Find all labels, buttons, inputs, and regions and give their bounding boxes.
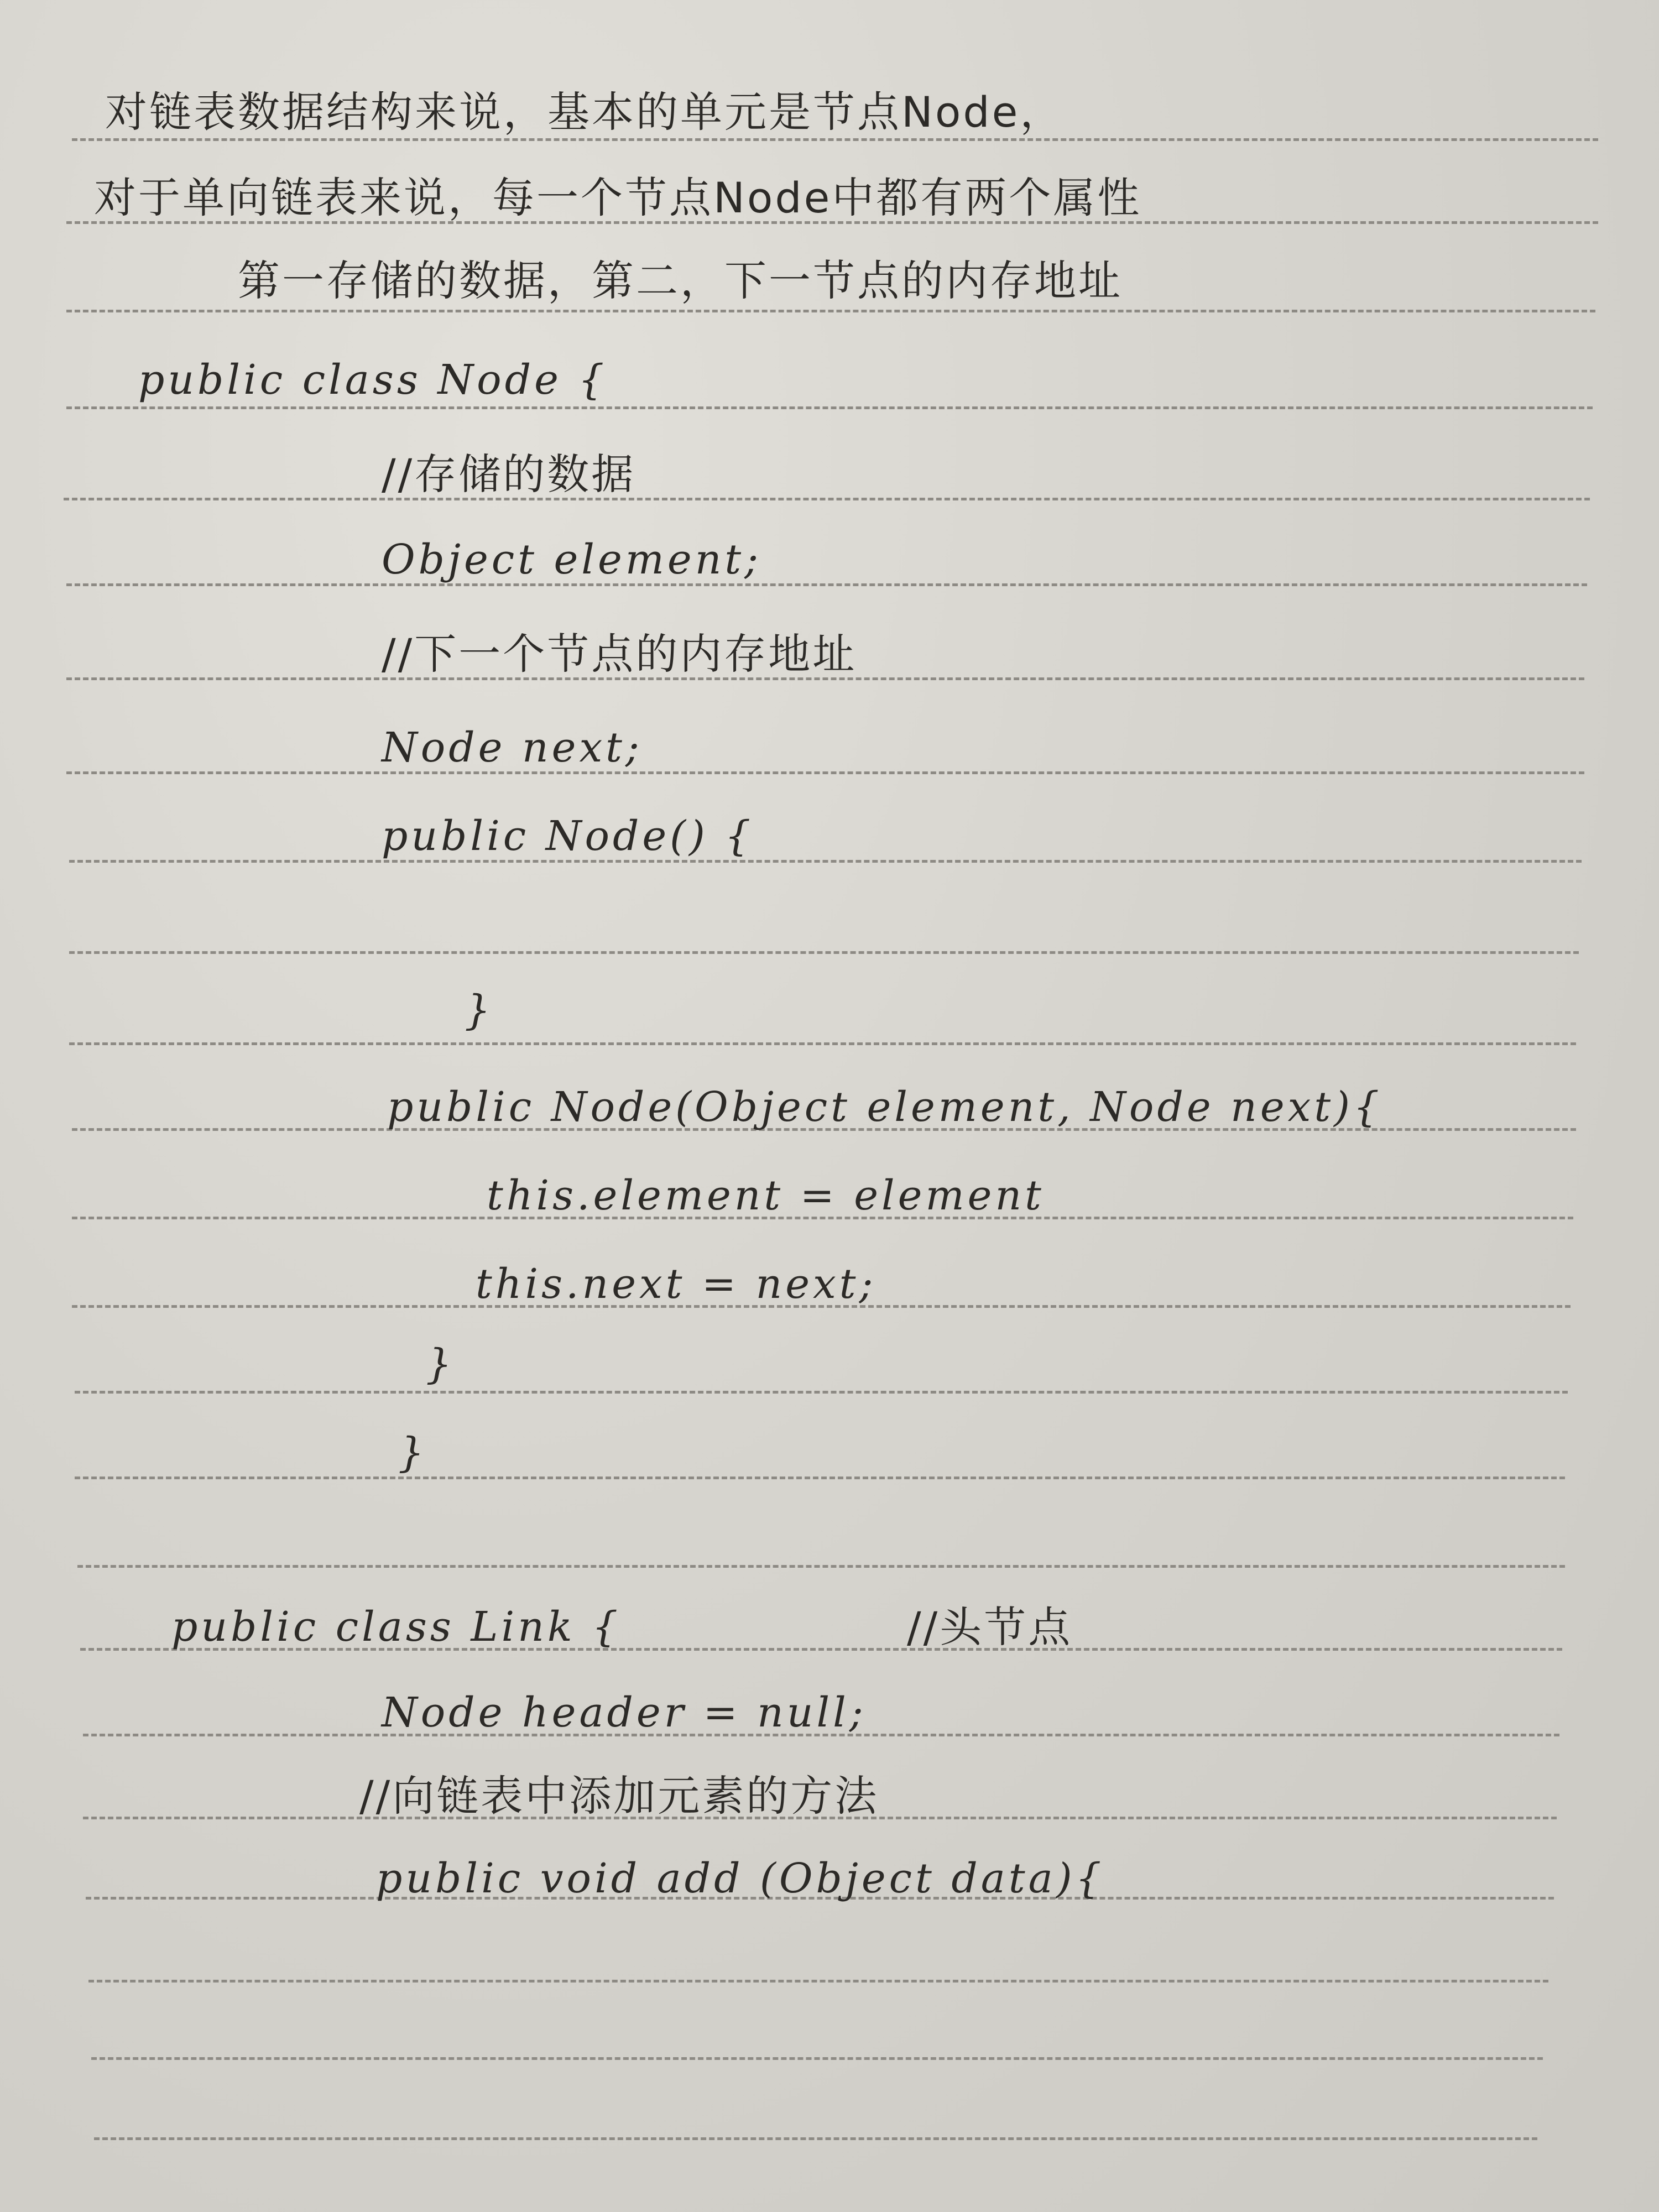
empty-constructor-open: public Node() { [382, 812, 754, 860]
comment-stored-data: //存储的数据 [382, 450, 636, 499]
assign-element: this.element = element [487, 1172, 1045, 1219]
intro-line-3: 第一存储的数据，第二，下一节点的内存地址 [238, 256, 1123, 305]
ruled-line [69, 951, 1579, 954]
comment-add-method: //向链表中添加元素的方法 [359, 1771, 879, 1820]
ruled-line [75, 1391, 1568, 1394]
ruled-line [66, 583, 1587, 586]
method-add: public void add (Object data){ [376, 1855, 1105, 1902]
node-class-declaration: public class Node { [138, 356, 608, 404]
empty-constructor-close: } [465, 987, 494, 1034]
ruled-line [66, 406, 1593, 409]
full-constructor-open: public Node(Object element, Node next){ [387, 1083, 1383, 1131]
ruled-line [69, 860, 1582, 863]
field-next: Node next; [382, 724, 643, 771]
node-class-close: } [398, 1429, 428, 1477]
ruled-line [91, 2057, 1543, 2060]
field-element: Object element; [382, 536, 762, 583]
assign-next: this.next = next; [476, 1260, 877, 1308]
ruled-line [66, 310, 1595, 312]
ruled-line [69, 1042, 1576, 1045]
link-class-declaration: public class Link { [171, 1603, 622, 1651]
ruled-line [77, 1565, 1565, 1568]
comment-next-address: //下一个节点的内存地址 [382, 629, 857, 679]
ruled-line [64, 498, 1590, 500]
intro-line-1: 对链表数据结构来说，基本的单元是节点Node， [105, 87, 1065, 137]
ruled-line [66, 771, 1584, 774]
ruled-line [88, 1980, 1548, 1983]
ruled-line [75, 1477, 1565, 1479]
intro-line-2: 对于单向链表来说，每一个节点Node中都有两个属性 [94, 173, 1142, 222]
ruled-line [72, 138, 1598, 141]
comment-header-node: //头节点 [907, 1603, 1073, 1652]
full-constructor-close: } [426, 1340, 456, 1388]
field-header: Node header = null; [382, 1689, 867, 1736]
ruled-line [94, 2137, 1537, 2140]
